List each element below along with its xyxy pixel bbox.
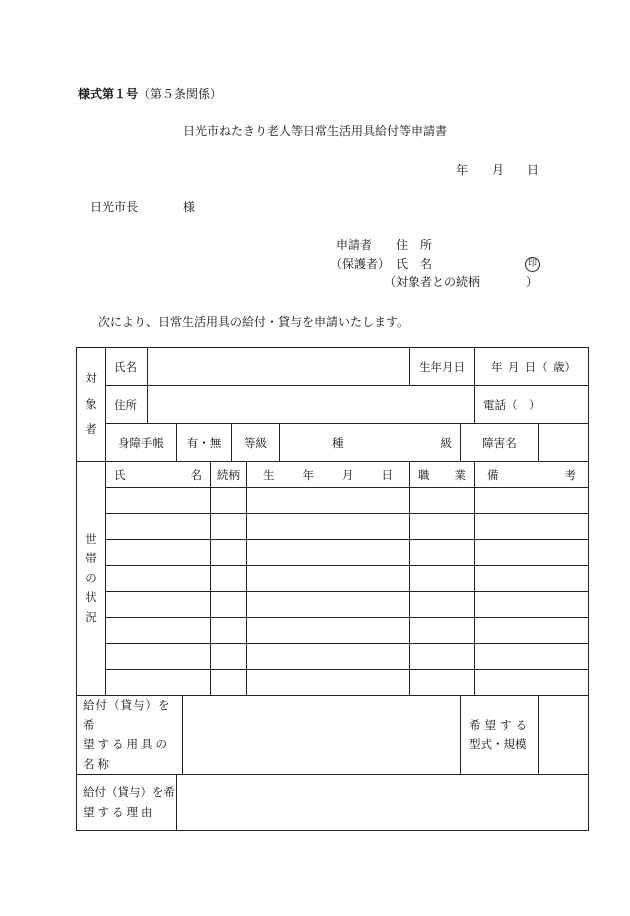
household-dob-cell[interactable] [247, 644, 410, 670]
form-number-label: 様式第１号 [78, 87, 139, 101]
household-occupation-cell[interactable] [410, 566, 475, 592]
household-dob-cell[interactable] [247, 514, 410, 540]
household-name-cell[interactable] [106, 488, 211, 514]
subject-dob-label: 生年月日 [410, 348, 475, 386]
household-name-cell[interactable] [106, 592, 211, 618]
applicant-address-label: 住 所 [396, 238, 433, 252]
reason-label: 給付（貸与）を希 望する理由 [77, 775, 177, 831]
application-table [76, 347, 589, 831]
household-remarks-cell[interactable] [475, 488, 589, 514]
household-section-label: 世 帯 の 状 況 [77, 462, 106, 696]
subject-name-field[interactable] [148, 348, 410, 386]
handbook-label: 身障手帳 [106, 424, 177, 462]
household-name-cell[interactable] [106, 514, 211, 540]
equipment-name-label: 給付（貸与）を希 望する用具の名称 [77, 696, 183, 775]
household-relation-cell[interactable] [211, 670, 247, 696]
household-occupation-cell[interactable] [410, 592, 475, 618]
table-row [77, 514, 589, 540]
table-row [77, 566, 589, 592]
household-remarks-cell[interactable] [475, 540, 589, 566]
table-row [77, 592, 589, 618]
household-remarks-cell[interactable] [475, 514, 589, 540]
grade-label: 等級 [232, 424, 280, 462]
subject-address-field[interactable] [148, 386, 475, 424]
household-name-cell[interactable] [106, 540, 211, 566]
applicant-relation-label: （対象者との続柄 [384, 275, 481, 289]
handbook-value[interactable]: 有・無 [177, 424, 232, 462]
household-dob-cell[interactable] [247, 592, 410, 618]
disability-field[interactable] [539, 424, 589, 462]
household-relation-cell[interactable] [211, 592, 247, 618]
household-dob-cell[interactable] [247, 566, 410, 592]
date-day-label: 日 [527, 163, 540, 177]
equipment-model-label: 希望する 型式・規模 [461, 696, 539, 775]
household-name-cell[interactable] [106, 618, 211, 644]
equipment-name-field[interactable] [183, 696, 461, 775]
household-dob-cell[interactable] [247, 488, 410, 514]
household-header-name: 氏 名 [106, 462, 211, 488]
household-dob-cell[interactable] [247, 670, 410, 696]
household-occupation-cell[interactable] [410, 670, 475, 696]
household-remarks-cell[interactable] [475, 618, 589, 644]
date-year-label: 年 [456, 163, 469, 177]
equipment-model-field[interactable] [539, 696, 589, 775]
applicant-label: 申請者 [336, 238, 373, 252]
subject-section-label: 対 象 者 [77, 348, 106, 462]
table-row [77, 644, 589, 670]
household-relation-cell[interactable] [211, 644, 247, 670]
household-dob-cell[interactable] [247, 618, 410, 644]
table-row [77, 488, 589, 514]
table-row [77, 670, 589, 696]
subject-name-label: 氏名 [106, 348, 148, 386]
household-header-occupation: 職 業 [410, 462, 475, 488]
household-occupation-cell[interactable] [410, 644, 475, 670]
subject-phone-label[interactable]: 電話（ ） [475, 386, 589, 424]
disability-label: 障害名 [461, 424, 539, 462]
household-relation-cell[interactable] [211, 488, 247, 514]
document-title: 日光市ねたきり老人等日常生活用具給付等申請書 [182, 124, 447, 138]
household-occupation-cell[interactable] [410, 618, 475, 644]
household-relation-cell[interactable] [211, 540, 247, 566]
reason-field[interactable] [177, 775, 589, 831]
household-header-dob: 生 年 月 日 [247, 462, 410, 488]
household-occupation-cell[interactable] [410, 540, 475, 566]
household-relation-cell[interactable] [211, 566, 247, 592]
household-header-relation: 続柄 [211, 462, 247, 488]
household-dob-cell[interactable] [247, 540, 410, 566]
household-name-cell[interactable] [106, 670, 211, 696]
addressee-honorific: 様 [183, 200, 196, 214]
form-number-relation: （第５条関係） [138, 87, 223, 101]
household-occupation-cell[interactable] [410, 488, 475, 514]
intro-statement: 次により、日常生活用具の給付・貸与を申請いたします。 [98, 315, 410, 329]
seal-stamp-icon: 印 [525, 255, 540, 272]
date-month-label: 月 [492, 163, 505, 177]
household-relation-cell[interactable] [211, 618, 247, 644]
addressee-name: 日光市長 [90, 200, 139, 214]
household-remarks-cell[interactable] [475, 644, 589, 670]
subject-dob-field[interactable]: 年 月 日（ 歳） [475, 348, 589, 386]
type-grade-field[interactable]: 種 級 [280, 424, 461, 462]
household-header-remarks: 備 考 [475, 462, 589, 488]
subject-address-label: 住所 [106, 386, 148, 424]
household-name-cell[interactable] [106, 566, 211, 592]
applicant-relation-close: ） [526, 275, 539, 289]
applicant-name-label: 氏 名 [396, 257, 433, 271]
household-name-cell[interactable] [106, 644, 211, 670]
household-remarks-cell[interactable] [475, 670, 589, 696]
household-remarks-cell[interactable] [475, 592, 589, 618]
table-row [77, 540, 589, 566]
household-relation-cell[interactable] [211, 514, 247, 540]
table-row [77, 618, 589, 644]
applicant-guardian-label: （保護者） [330, 257, 391, 271]
form-number [78, 85, 222, 102]
household-occupation-cell[interactable] [410, 514, 475, 540]
household-remarks-cell[interactable] [475, 566, 589, 592]
